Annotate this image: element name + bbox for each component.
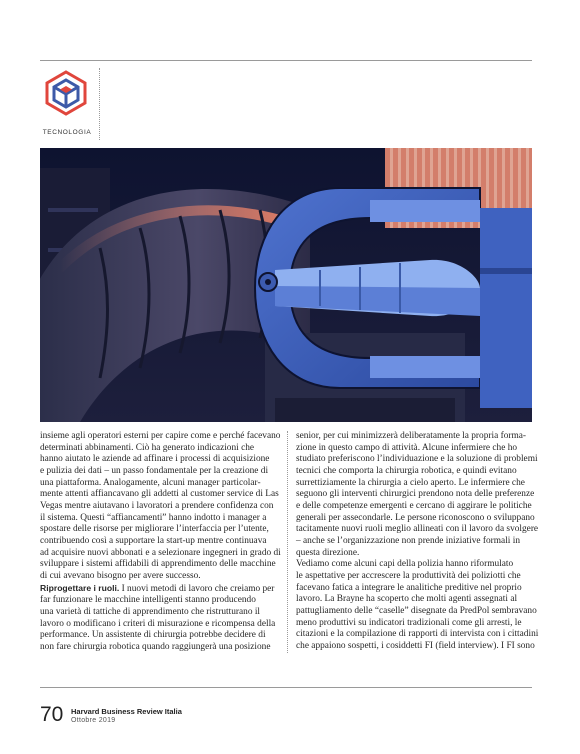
text-line: e delle competenze emergenti e cercano di aggirare le politiche (296, 500, 532, 511)
publication-name: Harvard Business Review Italia (71, 707, 182, 716)
text-line: che appaiono sospetti, i cosiddetti FI (field interview). I FI sono (296, 640, 535, 651)
header-dotted-divider (99, 68, 100, 140)
text-line: – anche se l’organizzazione non prende iniziative formali in (296, 535, 520, 546)
text-line: Vediamo come alcuni capi della polizia hanno riformulato (296, 559, 514, 570)
header-rule (40, 60, 532, 61)
text-line: performance. Un assistente di chirurgia potrebbe decidere di (40, 630, 266, 641)
robot-illustration (40, 148, 532, 422)
text-line: contribuendo così a supportare la start-up mentre continuava (40, 535, 267, 546)
text-line: facevano fatica a integrare le analitiche preditive nel proprio (296, 582, 522, 593)
text-line: e pulizia dei dati – un passo fondamentale per la creazione di (40, 465, 269, 476)
text-line: di cui avevano bisogno per avere successo. (40, 570, 201, 581)
text-line: Vegas mentre aiutavano i lavoratori a prendere confidenza con (40, 500, 274, 511)
text-line: determinati abbinamenti. Ciò ha generato indicazioni che (40, 442, 255, 453)
text-line: le aspettative per accrescere la produttività dei poliziotti che (296, 570, 521, 581)
text-line: pattugliamento delle “caselle” disegnate da PredPol sembravano (296, 605, 537, 616)
text-line: una piattaforma. Analogamente, alcuni manager particolar- (40, 477, 261, 488)
column-dotted-divider (287, 431, 288, 653)
text-line: il sistema. Questi “affiancamenti” hanno indotto i manager a (40, 512, 267, 523)
text-line: spostare delle risorse per migliorare l’interfaccia per l’utente, (40, 524, 269, 535)
text-line: non fare chirurgia robotica quando raggiungerà una posizione (40, 641, 271, 652)
section-label: TECNOLOGIA (42, 129, 92, 136)
issue-date: Ottobre 2019 (71, 717, 116, 724)
page-number: 70 (40, 703, 64, 726)
text-line: citazioni e la compilazione di rapporti di intervista con i cittadini (296, 629, 539, 640)
article-column-left (40, 431, 281, 653)
footer-rule (40, 687, 532, 688)
text-line: mente attenti affiancavano gli addetti al customer service di Las (40, 489, 279, 500)
text-line: meno produttivi su indicatori tradizionali come gli arresti, le (296, 617, 522, 628)
paragraph-lead-line (40, 583, 276, 596)
text-run: I nuovi metodi di lavoro che creiamo per (119, 583, 275, 594)
text-line: lavoro o modificano i criteri di misurazione e ricompensa della (40, 618, 276, 629)
text-line: generali per assecondarle. Le persone riconoscono o sviluppano (296, 512, 535, 523)
text-line: lavoro. La Brayne ha scoperto che molti agenti assegnati al (296, 594, 518, 605)
text-line: sviluppare i sistemi affidabili di apprendimento delle macchine (40, 559, 276, 570)
text-line: insieme agli operatori esterni per capire come e perché facevano (40, 431, 281, 441)
text-line: tecnici che comporta la chirurgia robotica, e quindi evitano (296, 465, 517, 476)
text-line: questa direzione. (296, 547, 360, 558)
text-line: senior, per cui minimizzerà deliberatamente la propria forma- (296, 431, 526, 441)
text-line: surrettiziamente la chirurgia a cielo aperto. Le infermiere che (296, 477, 525, 488)
text-line: hanno aiutato le aziende ad affinare i processi di acquisizione (40, 454, 270, 465)
text-line: zione in questo campo di attività. Alcune infermiere che ho (296, 442, 518, 453)
paragraph-lead: Riprogettare i ruoli. (40, 582, 120, 593)
article-column-right (296, 431, 539, 652)
cube-icon (43, 70, 89, 116)
text-line: ad acquisire nuovi abbonati e a selezionare ingegneri in grado di (40, 547, 281, 558)
text-line: seguono gli interventi chirurgici prendono nota delle preferenze (296, 489, 535, 500)
text-line: una varietà di tattiche di apprendimento che ristrutturano il (40, 606, 261, 617)
text-line: studiato preferiscono l’individuazione e la soluzione di problemi (296, 454, 538, 465)
text-line: far funzionare le macchine intelligenti stanno producendo (40, 595, 256, 606)
text-line: tacitamente nuovi ruoli meglio allineati con il lavoro da svolgere (296, 524, 539, 535)
